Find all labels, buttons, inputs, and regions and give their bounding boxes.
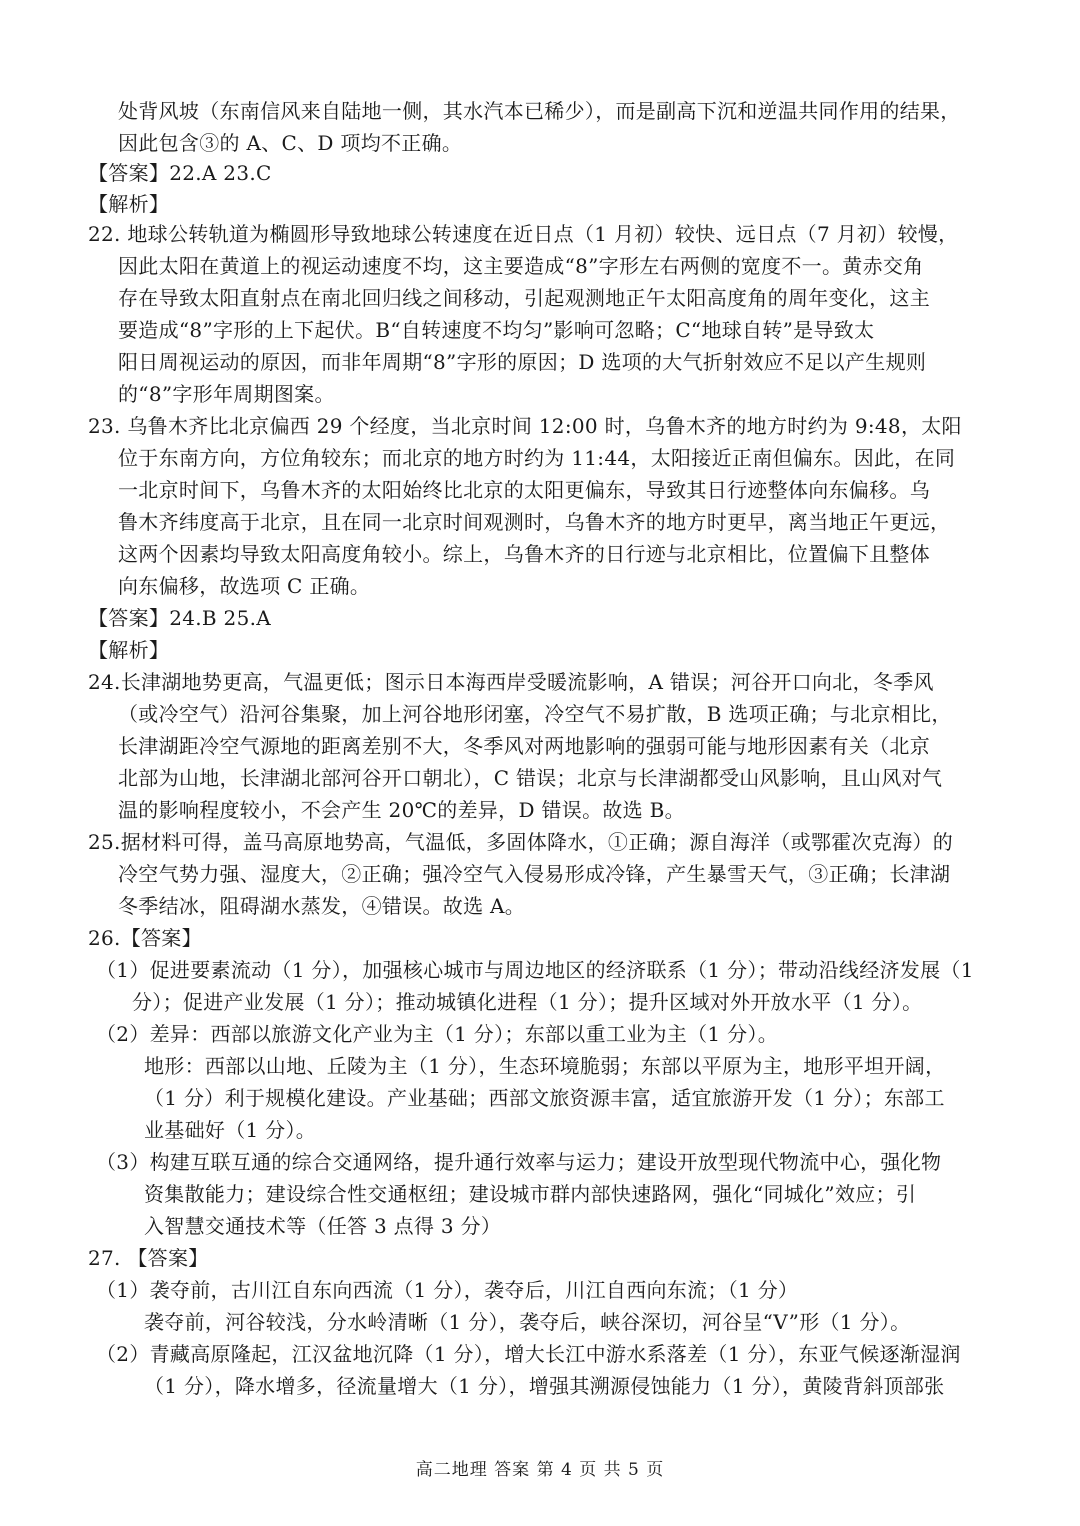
text-line: 北部为山地，长津湖北部河谷开口朝北），C 错误；北京与长津湖都受山风影响，且山风对气 [118, 766, 943, 790]
text-line: 一北京时间下，乌鲁木齐的太阳始终比北京的太阳更偏东，导致其日行迹整体向东偏移。乌 [118, 478, 930, 502]
text-line: 27. 【答案】 [88, 1246, 209, 1270]
text-line: （或冷空气）沿河谷集聚，加上河谷地形闭塞，冷空气不易扩散，B 选项正确；与北京相比， [118, 702, 952, 726]
text-line: 冷空气势力强、湿度大，②正确；强冷空气入侵易形成冷锋，产生暴雪天气，③正确；长津湖 [118, 862, 951, 886]
text-line: 鲁木齐纬度高于北京，且在同一北京时间观测时，乌鲁木齐的地方时更早，离当地正午更远， [118, 510, 951, 534]
text-line: 位于东南方向，方位角较东；而北京的地方时约为 11:44，太阳接近正南但偏东。因此，在同 [118, 446, 956, 470]
text-line: 处背风坡（东南信风来自陆地一侧，其水汽本已稀少），而是副高下沉和逆温共同作用的结果， [118, 99, 961, 123]
text-line: 向东偏移，故选项 C 正确。 [118, 574, 371, 598]
text-line: 温的影响程度较小，不会产生 20℃的差异，D 错误。故选 B。 [118, 798, 685, 822]
text-line: 【答案】24.B 25.A [88, 606, 272, 630]
text-line: 地形：西部以山地、丘陵为主（1 分），生态环境脆弱；东部以平原为主，地形平坦开阔， [144, 1054, 946, 1078]
text-line: （1 分）利于规模化建设。产业基础；西部文旅资源丰富，适宜旅游开发（1 分）；东部工 [144, 1086, 945, 1110]
text-line: 【解析】 [88, 638, 170, 662]
text-line: （1 分），降水增多，径流量增大（1 分），增强其溯源侵蚀能力（1 分），黄陵背斜顶部张 [144, 1374, 945, 1398]
text-line: 存在导致太阳直射点在南北回归线之间移动，引起观测地正午太阳高度角的周年变化，这主 [118, 286, 930, 310]
text-line: 22. 地球公转轨道为椭圆形导致地球公转速度在近日点（1 月初）较快、远日点（7 月初）较慢， [88, 222, 959, 246]
text-line: 入智慧交通技术等（任答 3 点得 3 分） [144, 1214, 502, 1238]
page-footer: 高二地理 答案 第 4 页 共 5 页 [415, 1460, 665, 1480]
text-line: 因此包含③的 A、C、D 项均不正确。 [118, 131, 463, 155]
text-line: 阳日周视运动的原因，而非年周期“8”字形的原因；D 选项的大气折射效应不足以产生规则 [118, 350, 927, 374]
text-line: （3）构建互联互通的综合交通网络，提升通行效率与运力；建设开放型现代物流中心，强化物 [96, 1150, 942, 1174]
text-line: 【解析】 [88, 192, 170, 216]
text-line: 分）；促进产业发展（1 分）；推动城镇化进程（1 分）；提升区域对外开放水平（1 分）。 [132, 990, 923, 1014]
text-line: 25.据材料可得，盖马高原地势高，气温低，多固体降水，①正确；源自海洋（或鄂霍次克海）的 [88, 830, 954, 854]
text-line: 这两个因素均导致太阳高度角较小。综上，乌鲁木齐的日行迹与北京相比，位置偏下且整体 [118, 542, 930, 566]
text-line: 资集散能力；建设综合性交通枢纽；建设城市群内部快速路网，强化“同城化”效应；引 [144, 1182, 917, 1206]
text-line: 袭夺前，河谷较浅，分水岭清晰（1 分），袭夺后，峡谷深切，河谷呈“V”形（1 分）。 [144, 1310, 911, 1334]
text-line: 23. 乌鲁木齐比北京偏西 29 个经度，当北京时间 12:00 时，乌鲁木齐的地方时约为 9:48，太阳 [88, 414, 962, 438]
text-line: （1）袭夺前，古川江自东向西流（1 分），袭夺后，川江自西向东流；（1 分） [96, 1278, 799, 1302]
text-line: 的“8”字形年周期图案。 [118, 382, 335, 406]
text-line: 长津湖距冷空气源地的距离差别不大，冬季风对两地影响的强弱可能与地形因素有关（北京 [118, 734, 930, 758]
text-line: 26.【答案】 [88, 926, 202, 950]
text-line: 要造成“8”字形的上下起伏。B“自转速度不均匀”影响可忽略；C“地球自转”是导致太 [118, 318, 875, 342]
text-line: 【答案】22.A 23.C [88, 161, 272, 185]
text-line: （2）差异：西部以旅游文化产业为主（1 分）；东部以重工业为主（1 分）。 [96, 1022, 778, 1046]
text-line: 冬季结冰，阻碍湖水蒸发，④错误。故选 A。 [118, 894, 526, 918]
text-line: （2）青藏高原隆起，江汉盆地沉降（1 分），增大长江中游水系落差（1 分），东亚气候逐渐湿润 [96, 1342, 961, 1366]
text-line: 24.长津湖地势更高，气温更低；图示日本海西岸受暖流影响，A 错误；河谷开口向北，冬季风 [88, 670, 934, 694]
text-line: （1）促进要素流动（1 分），加强核心城市与周边地区的经济联系（1 分）；带动沿线经济发展（1 [96, 958, 974, 982]
text-line: 业基础好（1 分）。 [144, 1118, 317, 1142]
text-line: 因此太阳在黄道上的视运动速度不均，这主要造成“8”字形左右两侧的宽度不一。黄赤交角 [118, 254, 924, 278]
